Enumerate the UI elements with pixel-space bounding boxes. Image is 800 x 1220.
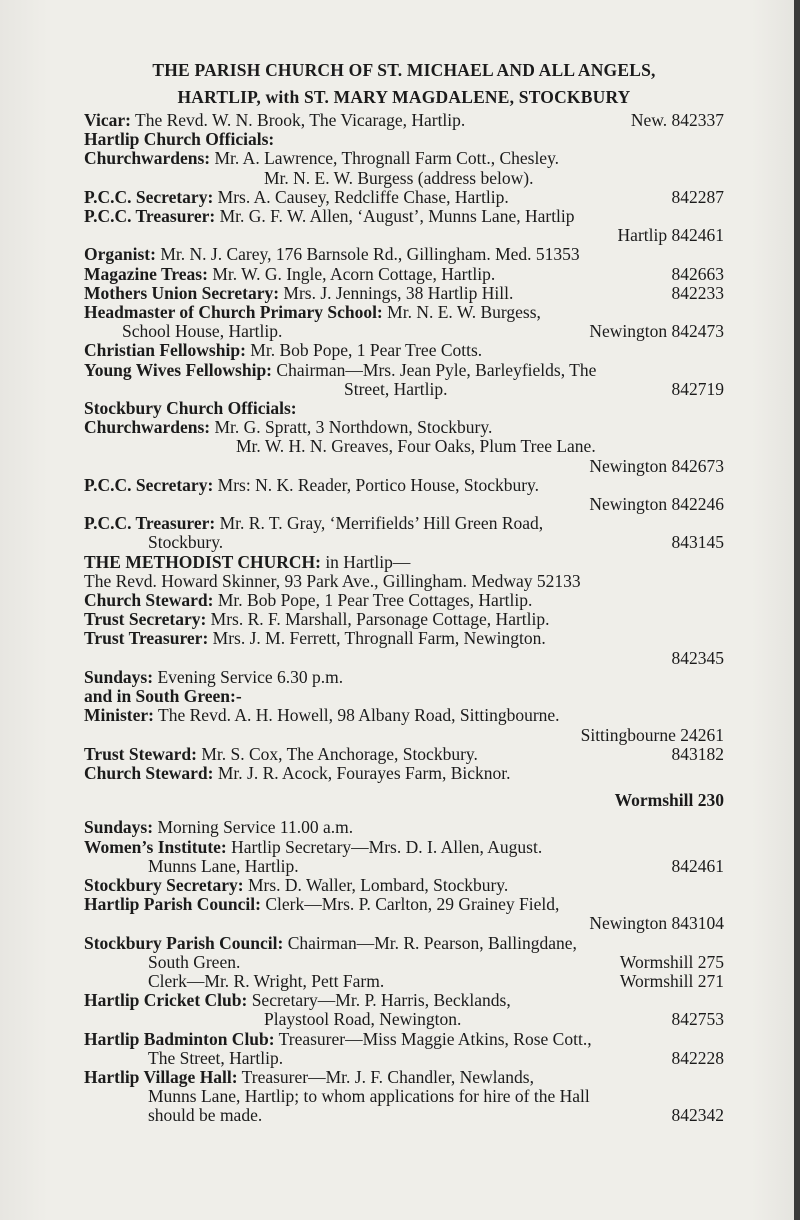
hartlip-officials-heading: Hartlip Church Officials: xyxy=(84,129,275,150)
church-steward-2-entry: Church Steward: Mr. J. R. Acock, Fourayes Farm, Bicknor. xyxy=(84,762,511,783)
entry-label: Churchwardens: xyxy=(84,148,211,169)
trust-secretary-entry: Trust Secretary: Mrs. R. F. Marshall, Parsonage Cottage, Hartlip. xyxy=(84,609,550,630)
entry-phone: New. 842337 xyxy=(630,110,724,130)
title-line-1: THE PARISH CHURCH OF ST. MICHAEL AND ALL ANGELS, xyxy=(152,60,656,80)
hartlip-parish-council-phone: Newington 843104 xyxy=(589,913,724,934)
directory-content xyxy=(84,57,724,1126)
south-green-heading: and in South Green:- xyxy=(84,686,242,707)
title-line-2: HARTLIP, with ST. MARY MAGDALENE, STOCKBURY xyxy=(177,87,631,107)
page-title xyxy=(84,57,724,111)
hartlip-parish-council-entry: Hartlip Parish Council: Clerk—Mrs. P. Carlton, 29 Grainey Field, xyxy=(84,894,560,915)
entry-phone: 842287 xyxy=(671,186,724,207)
hartlip-pcc-secretary-entry: P.C.C. Secretary: Mrs. A. Causey, Redcliffe Chase, Hartlip. 842287 xyxy=(84,186,724,207)
church-steward-2-phone: Wormshill 230 xyxy=(614,790,724,811)
stockbury-officials-heading: Stockbury Church Officials: xyxy=(84,398,297,419)
womens-institute-address: Munns Lane, Hartlip. 842461 xyxy=(148,855,724,876)
stockbury-churchwardens-entry: Churchwardens: Mr. G. Spratt, 3 Northdown, Stockbury. xyxy=(84,417,493,438)
village-hall-line-2: Munns Lane, Hartlip; to whom applications for hire of the Hall xyxy=(148,1086,590,1107)
stockbury-pcc-treasurer-entry: P.C.C. Treasurer: Mr. R. T. Gray, ‘Merrifields’ Hill Green Road, xyxy=(84,513,544,534)
minister-phone: Sittingbourne 24261 xyxy=(580,724,724,745)
sundays-morning-entry: Sundays: Morning Service 11.00 a.m. xyxy=(84,817,354,838)
stockbury-pcc-secretary-phone: Newington 842246 xyxy=(589,494,724,515)
entry-text: Mr. A. Lawrence, Thrognall Farm Cott., Chesley. xyxy=(214,148,560,169)
headmaster-entry: Headmaster of Church Primary School: Mr. N. E. W. Burgess, xyxy=(84,302,541,323)
trust-treasurer-phone: 842345 xyxy=(671,647,724,668)
vicar-entry xyxy=(84,111,724,130)
christian-fellowship-entry: Christian Fellowship: Mr. Bob Pope, 1 Pear Tree Cotts. xyxy=(84,340,483,361)
young-wives-address: Street, Hartlip. 842719 xyxy=(344,378,724,399)
hartlip-churchwardens-second: Mr. N. E. W. Burgess (address below). xyxy=(264,167,534,188)
village-hall-line-3: should be made. 842342 xyxy=(148,1105,724,1126)
cricket-club-address: Playstool Road, Newington. 842753 xyxy=(264,1009,724,1030)
village-hall-entry: Hartlip Village Hall: Treasurer—Mr. J. F. Chandler, Newlands, xyxy=(84,1066,534,1087)
sundays-evening-entry: Sundays: Evening Service 6.30 p.m. xyxy=(84,666,344,687)
stockbury-churchwardens-second: Mr. W. H. N. Greaves, Four Oaks, Plum Tree Lane. xyxy=(236,436,596,457)
trust-steward-entry: Trust Steward: Mr. S. Cox, The Anchorage, Stockbury. 843182 xyxy=(84,743,724,764)
headmaster-address: School House, Hartlip. Newington 842473 xyxy=(122,321,724,342)
stockbury-parish-council-address: South Green. Wormshill 275 xyxy=(148,951,724,972)
mothers-union-entry: Mothers Union Secretary: Mrs. J. Jennings, 38 Hartlip Hill. 842233 xyxy=(84,282,724,303)
stockbury-pcc-treasurer-address: Stockbury. 843145 xyxy=(148,532,724,553)
stockbury-secretary-entry: Stockbury Secretary: Mrs. D. Waller, Lombard, Stockbury. xyxy=(84,874,509,895)
magazine-treas-entry: Magazine Treas: Mr. W. G. Ingle, Acorn Cottage, Hartlip. 842663 xyxy=(84,263,724,284)
hartlip-pcc-treasurer-entry: P.C.C. Treasurer: Mr. G. F. W. Allen, ‘August’, Munns Lane, Hartlip xyxy=(84,206,575,227)
womens-institute-entry: Women’s Institute: Hartlip Secretary—Mrs. D. I. Allen, August. xyxy=(84,836,543,857)
entry-text: The Revd. W. N. Brook, The Vicarage, Hartlip. xyxy=(135,110,466,130)
hartlip-churchwardens-entry xyxy=(84,149,724,168)
badminton-club-entry: Hartlip Badminton Club: Treasurer—Miss Maggie Atkins, Rose Cott., xyxy=(84,1028,592,1049)
cricket-club-entry: Hartlip Cricket Club: Secretary—Mr. P. Harris, Becklands, xyxy=(84,990,511,1011)
minister-entry: Minister: The Revd. A. H. Howell, 98 Albany Road, Sittingbourne. xyxy=(84,705,560,726)
young-wives-entry: Young Wives Fellowship: Chairman—Mrs. Jean Pyle, Barleyfields, The xyxy=(84,359,597,380)
methodist-heading: THE METHODIST CHURCH: in Hartlip— xyxy=(84,551,411,572)
organist-entry: Organist: Mr. N. J. Carey, 176 Barnsole Rd., Gillingham. Med. 51353 xyxy=(84,244,580,265)
entry-label: Vicar: xyxy=(84,110,131,130)
methodist-minister: The Revd. Howard Skinner, 93 Park Ave., Gillingham. Medway 52133 xyxy=(84,570,581,591)
trust-treasurer-entry: Trust Treasurer: Mrs. J. M. Ferrett, Thrognall Farm, Newington. xyxy=(84,628,546,649)
hartlip-pcc-treasurer-phone: Hartlip 842461 xyxy=(617,225,724,246)
stockbury-parish-council-clerk: Clerk—Mr. R. Wright, Pett Farm. Wormshill 271 xyxy=(148,970,724,991)
stockbury-churchwardens-phone: Newington 842673 xyxy=(589,455,724,476)
page-edge-shadow xyxy=(794,0,800,1220)
church-steward-entry: Church Steward: Mr. Bob Pope, 1 Pear Tree Cottages, Hartlip. xyxy=(84,590,533,611)
badminton-club-address: The Street, Hartlip. 842228 xyxy=(148,1047,724,1068)
stockbury-parish-council-entry: Stockbury Parish Council: Chairman—Mr. R. Pearson, Ballingdane, xyxy=(84,932,577,953)
stockbury-pcc-secretary-entry: P.C.C. Secretary: Mrs: N. K. Reader, Portico House, Stockbury. xyxy=(84,474,540,495)
